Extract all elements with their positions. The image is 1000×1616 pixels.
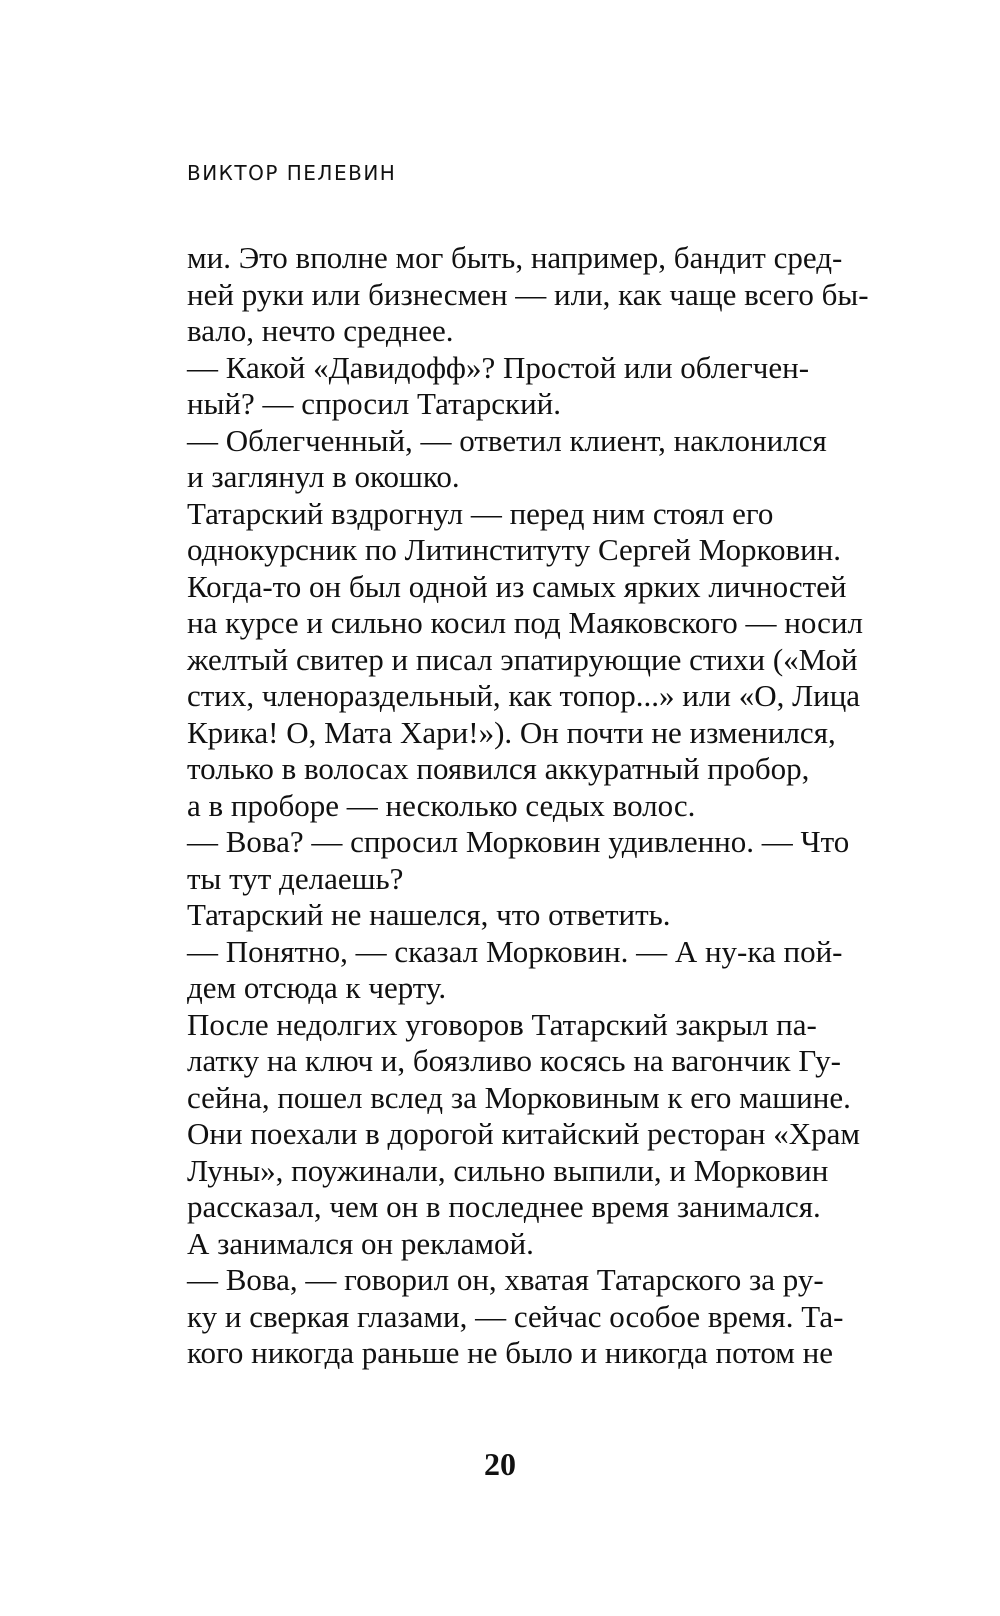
- text-line: ты тут делаешь?: [187, 860, 404, 896]
- text-line: сейна, пошел вслед за Морковиным к его машине.: [187, 1079, 851, 1115]
- page-number: 20: [484, 1446, 516, 1482]
- text-line: дем отсюда к черту.: [187, 970, 447, 1005]
- text-line: — Облегченный, — ответил клиент, наклонился: [187, 422, 827, 458]
- text-line: — Вова? — спросил Морковин удивленно. — Что: [187, 824, 850, 859]
- text-line: ку и сверкая глазами, — сейчас особое время. Та-: [187, 1298, 844, 1334]
- text-line: Татарский не нашелся, что ответить.: [187, 897, 671, 932]
- text-line: и заглянул в окошко.: [187, 459, 460, 494]
- text-line: Татарский вздрогнул — перед ним стоял его: [187, 495, 774, 531]
- text-line: ный? — спросил Татарский.: [187, 386, 562, 421]
- text-line: только в волосах появился аккуратный пробор,: [187, 751, 810, 786]
- text-line: После недолгих уговоров Татарский закрыл па-: [187, 1006, 817, 1042]
- text-line: а в проборе — несколько седых волос.: [187, 787, 696, 823]
- text-line: латку на ключ и, боязливо косясь на вагончик Гу-: [187, 1043, 841, 1078]
- body-text: [187, 240, 884, 1372]
- text-line: — Какой «Давидофф»? Простой или облегчен-: [187, 349, 810, 385]
- text-line: ми. Это вполне мог быть, например, бандит сред-: [187, 240, 843, 275]
- text-line: на курсе и сильно косил под Маяковского — носил: [187, 605, 863, 640]
- text-line: А занимался он рекламой.: [187, 1225, 534, 1261]
- text-line: Они поехали в дорогой китайский ресторан «Храм: [187, 1116, 860, 1151]
- text-line: — Понятно, — сказал Морковин. — А ну-ка пой-: [187, 933, 843, 969]
- text-line: — Вова, — говорил он, хватая Татарского за ру-: [187, 1262, 824, 1297]
- text-line: ней руки или бизнесмен — или, как чаще всего бы-: [187, 276, 869, 312]
- text-line: Луны», поужинали, сильно выпили, и Морковин: [187, 1152, 829, 1188]
- text-line: однокурсник по Литинституту Сергей Морковин.: [187, 532, 842, 567]
- running-header-author: ВИКТОР ПЕЛЕВИН: [187, 161, 397, 185]
- text-line: Когда-то он был одной из самых ярких личностей: [187, 568, 847, 604]
- text-line: кого никогда раньше не было и никогда потом не: [187, 1335, 833, 1370]
- text-line: Крика! О, Мата Хари!»). Он почти не изменился,: [187, 714, 836, 750]
- text-line: стих, членораздельный, как топор...» или «О, Лица: [187, 678, 861, 713]
- text-line: рассказал, чем он в последнее время занимался.: [187, 1189, 821, 1224]
- text-line: желтый свитер и писал эпатирующие стихи («Мой: [187, 641, 858, 677]
- text-line: вало, нечто среднее.: [187, 313, 454, 348]
